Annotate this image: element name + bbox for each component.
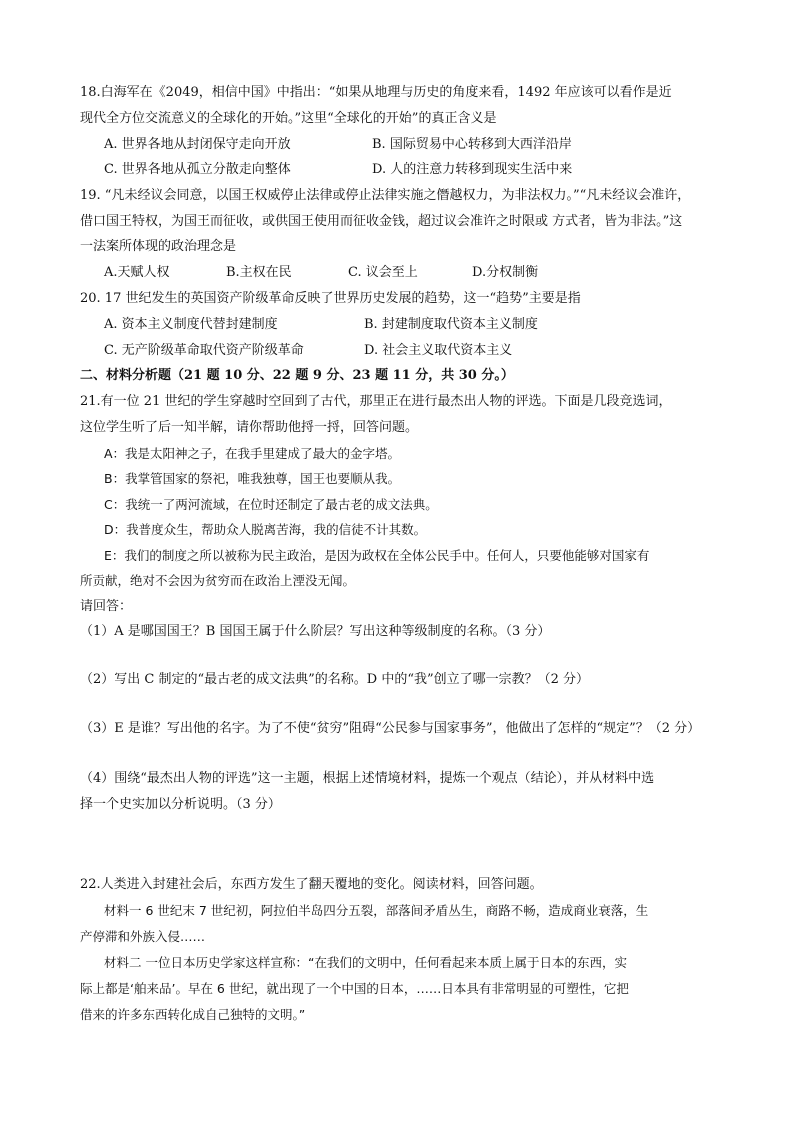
q21-speech-e-line1: E：我们的制度之所以被称为民主政治，是因为政权在全体公民手中。任何人，只要他能够对国家有 xyxy=(104,548,650,563)
q19-option-c: C. 议会至上 xyxy=(348,265,418,280)
q19-option-d: D.分权制衡 xyxy=(472,265,539,280)
q22-material-2-line1: 材料二 一位日本历史学家这样宣称：“在我们的文明中，任何看起来本质上属于日本的东西，实 xyxy=(104,955,627,970)
q22-material-1-line2: 产停滞和外族入侵…… xyxy=(80,929,206,944)
q22-material-2-line3: 借来的许多东西转化成自己独特的文明。” xyxy=(80,1007,306,1022)
q19-stem-line1: 19. “凡未经议会同意，以国王权威停止法律或停止法律实施之僭越权力，为非法权力。”“凡未经议会准许， xyxy=(80,188,691,203)
q20-option-b: B. 封建制度取代资本主义制度 xyxy=(364,317,538,332)
q21-stem-line2: 这位学生听了后一知半解，请你帮助他捋一捋，回答问题。 xyxy=(80,420,419,435)
q21-prompt: 请回答： xyxy=(80,599,133,614)
q21-sub-question-1: （1）A 是哪国国王？B 国国王属于什么阶层？写出这种等级制度的名称。（3 分） xyxy=(80,624,551,639)
q21-sub-question-2: （2）写出 C 制定的“最古老的成文法典”的名称。D 中的“我”创立了哪一宗教？（2 分） xyxy=(80,672,590,687)
q21-stem-line1: 21.有一位 21 世纪的学生穿越时空回到了古代，那里正在进行最杰出人物的评选。下面是几段竞选词， xyxy=(80,394,672,409)
q20-option-a: A. 资本主义制度代替封建制度 xyxy=(104,317,278,332)
q19-stem-line2: 借口国王特权，为国王而征收，或供国王使用而征收金钱，超过议会准许之时限或 方式者，皆为非法。”这 xyxy=(80,214,683,229)
q21-sub-question-3: （3）E 是谁？写出他的名字。为了不使“贫穷”阻碍“公民参与国家事务”，他做出了怎样的“规定”？（2 分） xyxy=(80,721,701,736)
q18-stem-line1: 18.白海军在《2049，相信中国》中指出：“如果从地理与历史的角度来看，1492 年应该可以看作是近 xyxy=(80,85,672,100)
q18-option-c: C. 世界各地从孤立分散走向整体 xyxy=(104,162,291,177)
q19-option-a: A.天赋人权 xyxy=(104,265,170,280)
q19-option-b: B.主权在民 xyxy=(226,265,292,280)
q20-option-d: D. 社会主义取代资本主义 xyxy=(364,343,513,358)
q21-speech-e-line2: 所贡献，绝对不会因为贫穷而在政治上湮没无闻。 xyxy=(80,573,356,588)
section-2-heading: 二、材料分析题（21 题 10 分、22 题 9 分、23 题 11 分，共 30 分。） xyxy=(80,368,514,383)
q22-material-2-line2: 际上都是‘舶来品’。早在 6 世纪，就出现了一个中国的日本，……日本具有非常明显的可塑性，它把 xyxy=(80,981,629,996)
q18-option-b: B. 国际贸易中心转移到大西洋沿岸 xyxy=(372,137,572,152)
q20-option-c: C. 无产阶级革命取代资产阶级革命 xyxy=(104,343,304,358)
q21-sub-question-4-line1: （4）围绕“最杰出人物的评选”这一主题，根据上述情境材料，提炼一个观点（结论），并从材料中选 xyxy=(80,771,655,786)
q21-speech-d: D：我普度众生，帮助众人脱离苦海，我的信徒不计其数。 xyxy=(104,522,427,537)
q20-stem: 20. 17 世纪发生的英国资产阶级革命反映了世界历史发展的趋势，这一“趋势”主要是指 xyxy=(80,291,581,306)
q21-speech-a: A：我是太阳神之子，在我手里建成了最大的金字塔。 xyxy=(104,446,401,461)
q22-material-1-line1: 材料一 6 世纪末 7 世纪初，阿拉伯半岛四分五裂，部落间矛盾丛生，商路不畅，造成商业衰落，生 xyxy=(104,903,649,918)
q19-stem-line3: 一法案所体现的政治理念是 xyxy=(80,239,237,254)
q22-stem: 22.人类进入封建社会后，东西方发生了翻天覆地的变化。阅读材料，回答问题。 xyxy=(80,877,543,892)
q18-option-a: A. 世界各地从封闭保守走向开放 xyxy=(104,137,291,152)
q18-stem-line2: 现代全方位交流意义的全球化的开始。”这里“全球化的开始”的真正含义是 xyxy=(80,111,497,126)
q21-speech-b: B：我掌管国家的祭祀，唯我独尊，国王也要顺从我。 xyxy=(104,471,401,486)
q21-sub-question-4-line2: 择一个史实加以分析说明。（3 分） xyxy=(80,797,281,812)
q21-speech-c: C：我统一了两河流域，在位时还制定了最古老的成文法典。 xyxy=(104,497,438,512)
q18-option-d: D. 人的注意力转移到现实生活中来 xyxy=(372,162,573,177)
